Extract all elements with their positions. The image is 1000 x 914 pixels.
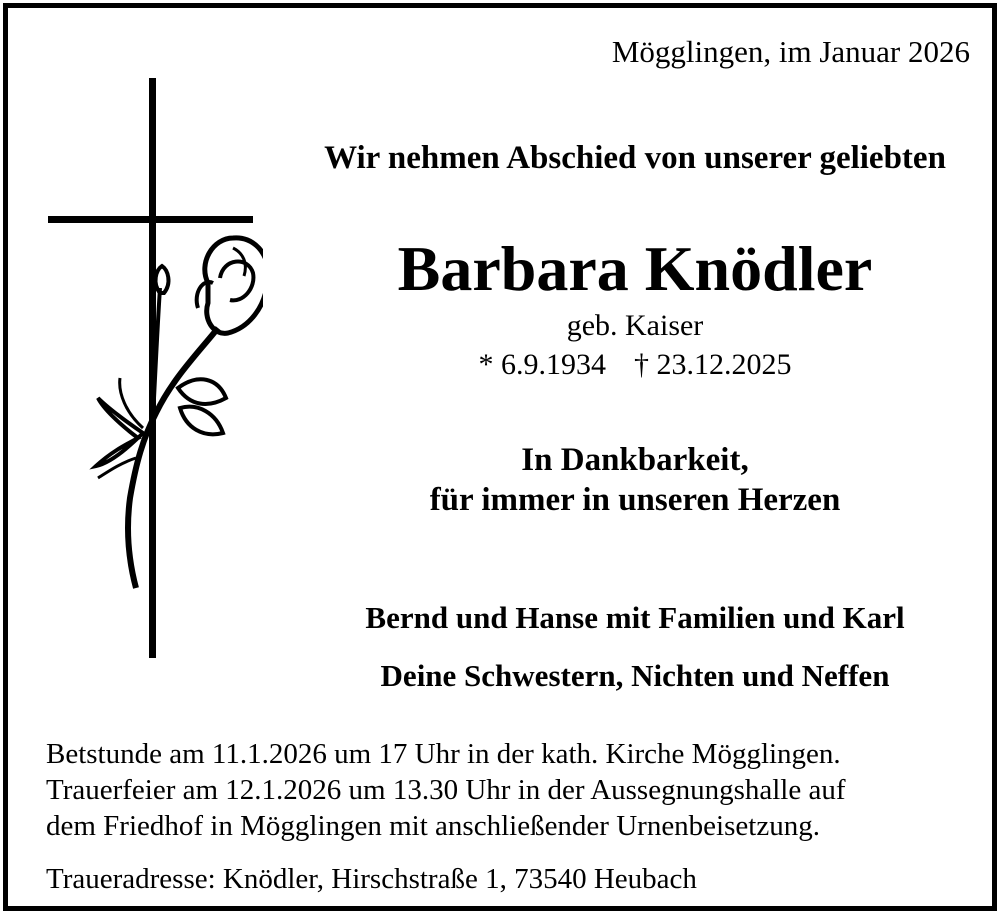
birth-name: geb. Kaiser [566,309,704,342]
farewell-intro: Wir nehmen Abschied von unserer geliebten [324,140,946,176]
obituary-notice [3,3,997,911]
birth-date: * 6.9.1934 [478,348,606,381]
service-line-2: Trauerfeier am 12.1.2026 um 13.30 Uhr in der Aussegnungshalle auf [46,774,846,806]
death-date: † 23.12.2025 [634,348,792,381]
life-dates [270,347,1000,383]
service-line-1: Betstunde am 11.1.2026 um 17 Uhr in der kath. Kirche Mögglingen. [46,738,841,770]
service-line-3: dem Friedhof in Mögglingen mit anschließender Urnenbeisetzung. [46,810,820,842]
gratitude-text [270,440,1000,520]
mourners-line-2: Deine Schwestern, Nichten und Neffen [380,658,890,693]
gratitude-line-2: für immer in unseren Herzen [429,482,841,518]
deceased-name: Barbara Knödler [397,233,873,304]
place-date: Mögglingen, im Januar 2026 [611,34,970,69]
gratitude-line-1: In Dankbarkeit, [521,442,749,478]
cross-with-rose-icon [48,78,263,668]
mourning-address: Traueradresse: Knödler, Hirschstraße 1, 73540 Heubach [46,863,697,895]
service-details [46,736,986,844]
mourners-line-1: Bernd und Hanse mit Familien und Karl [365,600,905,635]
